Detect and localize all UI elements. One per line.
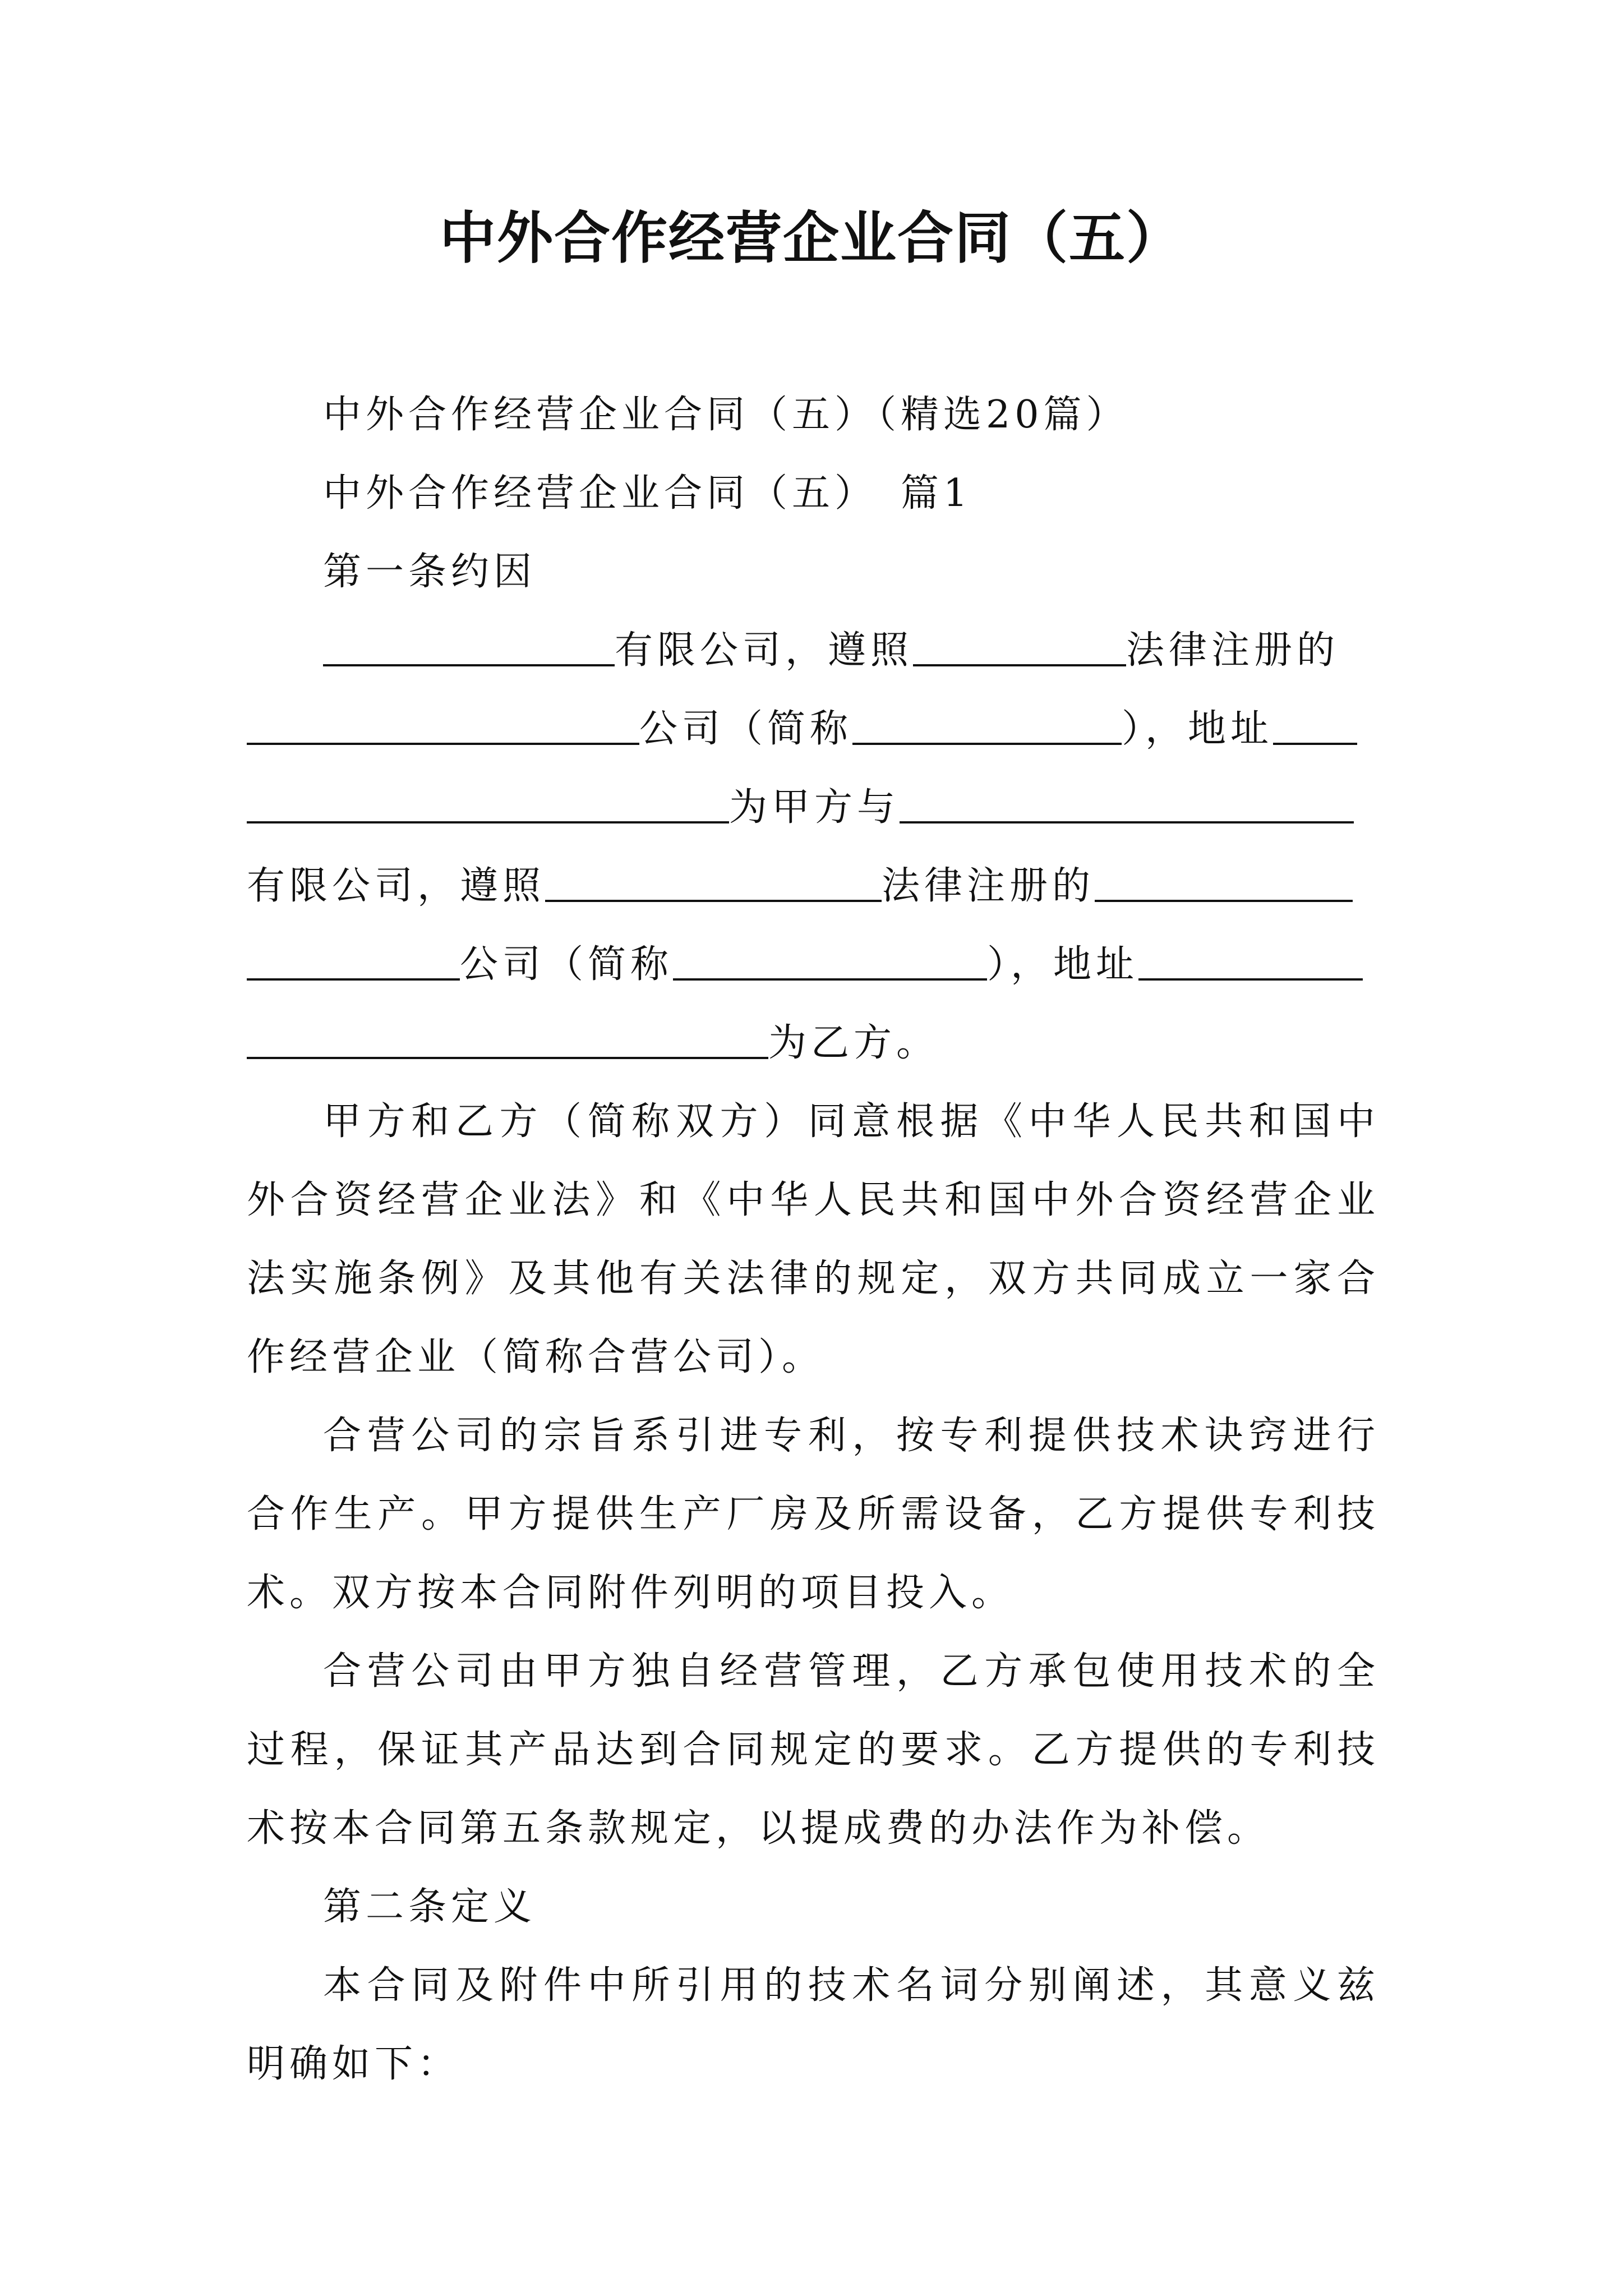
party-text: 法律注册的 — [1126, 628, 1340, 673]
paragraph-laws: 甲方和乙方（简称双方）同意根据《中华人民共和国中外合资经营企业法》和《中华人民共和国中外合资经营企业法实施条例》及其他有关法律的规定，双方共同成立一家合作经营企业（简称合营公司）。 — [247, 1099, 1380, 1379]
party-text: 有限公司，遵照 — [247, 864, 546, 908]
blank-field — [1273, 709, 1357, 745]
subtitle: 中外合作经营企业合同（五）（精选20篇） — [323, 393, 1129, 437]
blank-field — [1138, 945, 1363, 981]
parties-block — [247, 611, 1380, 1083]
document-title: 中外合作经营企业合同（五） — [440, 205, 1183, 271]
document-body — [247, 376, 1380, 2104]
blank-field — [1095, 866, 1353, 902]
party-line-5 — [247, 926, 1380, 1004]
party-line-1 — [247, 611, 1380, 690]
party-text: 公司（简称 — [460, 942, 674, 987]
blank-field — [913, 631, 1126, 666]
blank-field — [247, 709, 639, 745]
party-text: ），地址 — [1122, 707, 1274, 751]
party-line-6 — [247, 1004, 1380, 1083]
party-text: 法律注册的 — [882, 864, 1095, 908]
party-line-2 — [247, 690, 1380, 769]
article-1-heading: 第一条约因 — [323, 550, 537, 594]
blank-field — [673, 945, 987, 981]
section-heading: 中外合作经营企业合同（五） 篇1 — [323, 471, 972, 516]
blank-field — [545, 866, 882, 902]
blank-field — [323, 631, 615, 666]
article-2-heading: 第二条定义 — [323, 1885, 537, 1929]
paragraph-purpose: 合营公司的宗旨系引进专利，按专利提供技术诀窍进行合作生产。甲方提供生产厂房及所需设备，乙方提供专利技术。双方按本合同附件列明的项目投入。 — [247, 1414, 1380, 1615]
party-text: ），地址 — [987, 942, 1139, 987]
blank-field — [247, 945, 460, 981]
blank-field — [852, 709, 1122, 745]
party-text: 为乙方。 — [768, 1021, 939, 1065]
party-text: 有限公司，遵照 — [615, 628, 914, 673]
blank-field — [247, 788, 729, 823]
paragraph-definitions: 本合同及附件中所引用的技术名词分别阐述，其意义兹明确如下： — [247, 1963, 1380, 2086]
paragraph-management: 合营公司由甲方独自经营管理，乙方承包使用技术的全过程，保证其产品达到合同规定的要求。乙方提供的专利技术按本合同第五条款规定，以提成费的办法作为补偿。 — [247, 1649, 1380, 1851]
party-line-4 — [247, 847, 1380, 926]
blank-field — [247, 1023, 768, 1059]
blank-field — [900, 788, 1354, 823]
party-text: 为甲方与 — [729, 785, 900, 830]
party-line-3 — [247, 769, 1380, 847]
party-text: 公司（简称 — [639, 707, 853, 751]
